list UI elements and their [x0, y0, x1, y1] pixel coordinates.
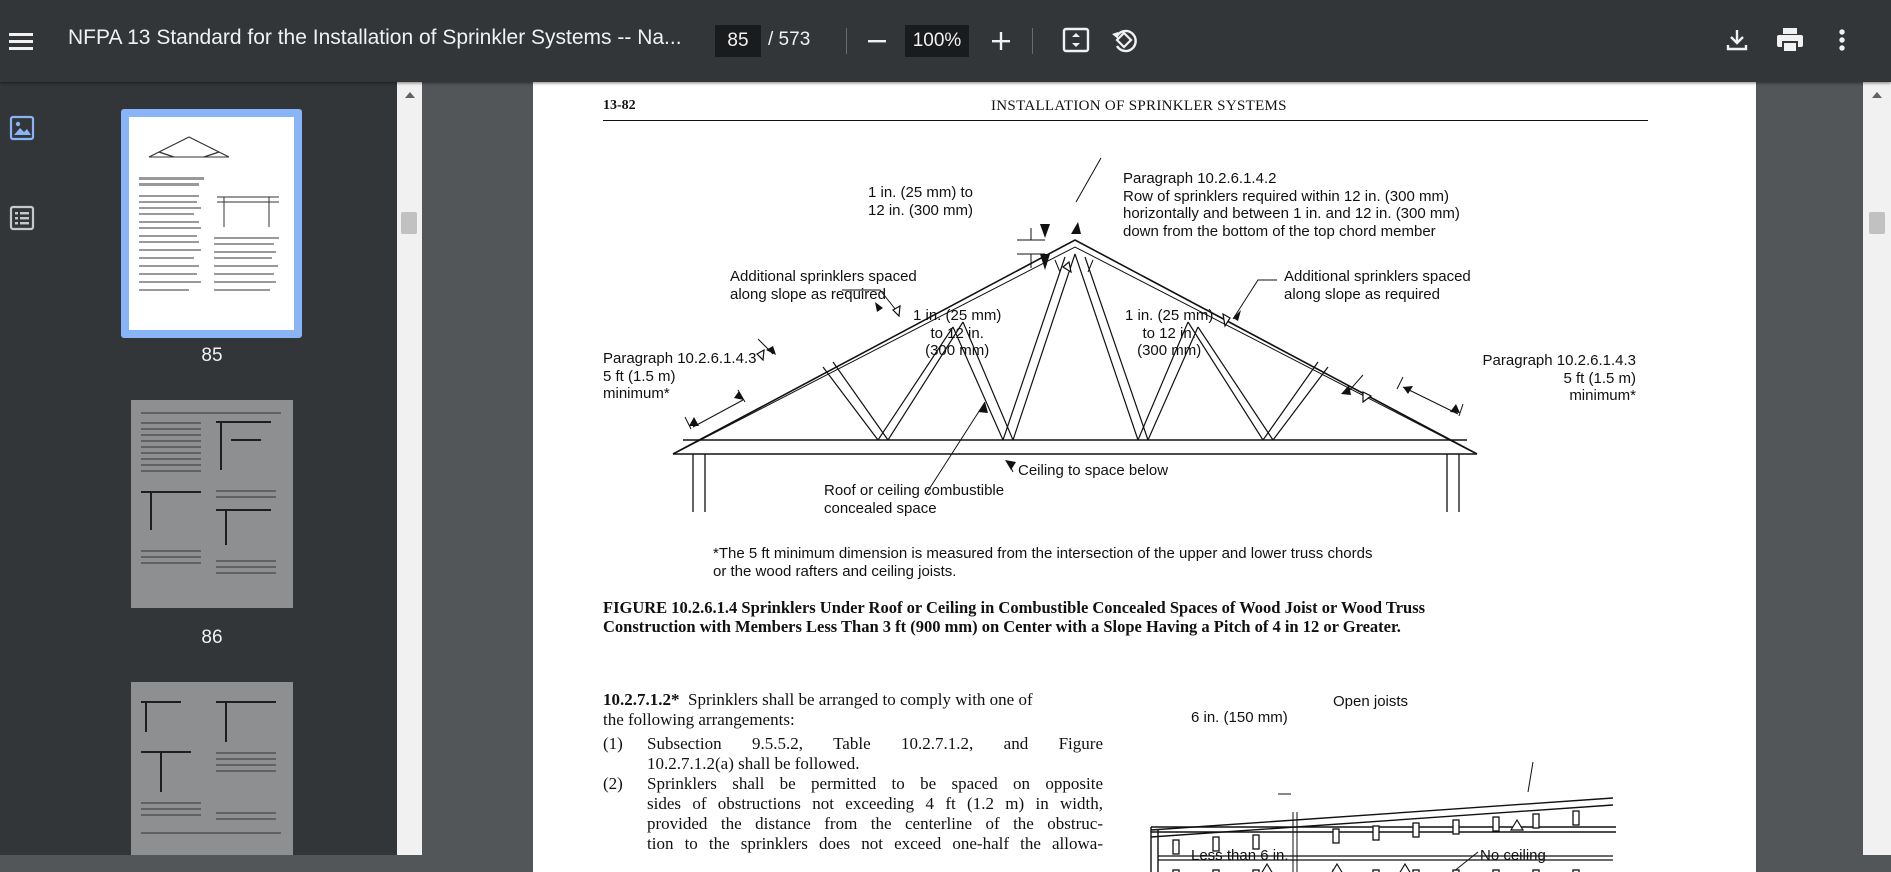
label-paragraph-10-2-6-1-4-3-right [1426, 352, 1636, 405]
label-line: minimum* [1569, 387, 1636, 404]
zoom-level-input[interactable] [905, 25, 969, 57]
thumbnail-page-87[interactable] [131, 682, 293, 855]
thumbnail-page-85[interactable] [121, 109, 302, 338]
label-line: Additional sprinklers spaced [730, 268, 917, 285]
thumbnails-icon[interactable] [8, 114, 36, 142]
label-line: to 12 in. [930, 324, 984, 342]
label-additional-sprinklers-right [1284, 268, 1471, 303]
viewer-scrollbar-right[interactable] [1863, 82, 1891, 855]
list-text [647, 734, 1103, 774]
label-line: (300 mm) [1137, 342, 1202, 359]
viewer-scrollbar-left[interactable] [397, 82, 422, 855]
label-clearance-top [868, 184, 973, 219]
list-number: (2) [603, 774, 623, 793]
zoom-out-icon[interactable] [862, 26, 892, 56]
label-line: concealed space [824, 499, 937, 517]
toolbar-divider [1032, 28, 1033, 54]
label-line: Paragraph 10.2.6.1.4.2 [1123, 170, 1277, 187]
list-line: provided the distance from the centerline of the obstruc- [647, 814, 1103, 833]
label-additional-sprinklers-left [730, 268, 917, 303]
thumbnail-sidebar [0, 82, 397, 855]
label-no-ceiling: No ceiling [1480, 847, 1546, 864]
page-total: / 573 [768, 29, 811, 50]
label-line: 12 in. (300 mm) [868, 201, 974, 219]
document-viewer [422, 82, 1863, 864]
label-ceiling: Ceiling to space below [1018, 462, 1169, 479]
section-number: 10.2.7.1.2* [603, 690, 680, 709]
label-open-joists: Open joists [1333, 693, 1409, 710]
caption-line: FIGURE 10.2.6.1.4 Sprinklers Under Roof or Ceiling in Combustible Concealed Spaces of Wood Joist or Wood Truss [603, 598, 1426, 617]
label-paragraph-10-2-6-1-4-3-left [603, 350, 756, 403]
label-line: 1 in. (25 mm) [913, 307, 1002, 324]
thumbnail-label: 86 [201, 627, 223, 648]
label-paragraph-10-2-6-1-4-2 [1123, 170, 1460, 240]
toolbar-divider [846, 28, 847, 54]
label-line: down from the bottom of the top chord member [1123, 222, 1436, 240]
scroll-up-arrow-icon[interactable] [404, 90, 416, 100]
list-line: tion to the sprinklers does not exceed one-half the allowa- [647, 834, 1103, 853]
menu-icon[interactable] [6, 26, 36, 56]
label-line: Roof or ceiling combustible [824, 482, 1005, 499]
page-number-header: 13-82 [603, 98, 636, 113]
list-line: 10.2.7.1.2(a) shall be followed. [647, 754, 860, 773]
list-item [603, 774, 1103, 854]
label-line: Row of sprinklers required within 12 in. (300 mm) [1123, 187, 1449, 205]
page-number-input[interactable] [715, 25, 761, 57]
scrollbar-thumb[interactable] [1869, 212, 1885, 234]
caption-line: Construction with Members Less Than 3 ft (900 mm) on Center with a Slope Having a Pitch of 4 in 12 or Greater. [603, 617, 1401, 636]
thumbnail-image [129, 117, 294, 330]
figure-footnote [713, 545, 1372, 580]
label-inner-dimension-left [913, 307, 1001, 360]
label-line: Additional sprinklers spaced [1284, 268, 1471, 285]
rotate-icon[interactable] [1108, 24, 1140, 56]
list-text [647, 774, 1103, 854]
label-line: along slope as required [730, 285, 886, 303]
label-line: Paragraph 10.2.6.1.4.3 [603, 350, 757, 367]
section-intro: Sprinklers shall be arranged to comply with one of [688, 690, 1033, 709]
list-line: sides of obstructions not exceeding 4 ft (1.2 m) in width, [647, 794, 1103, 813]
thumbnail-page-86[interactable] [131, 400, 293, 608]
zoom-in-icon[interactable] [986, 26, 1016, 56]
label-line: 1 in. (25 mm) to [868, 184, 974, 201]
section-10-2-7-1-2 [603, 690, 1103, 854]
label-line: Paragraph 10.2.6.1.4.3 [1482, 352, 1636, 369]
document-title: NFPA 13 Standard for the Installation of Sprinkler Systems -- Na... [68, 26, 682, 49]
label-line: along slope as required [1284, 285, 1440, 303]
label-less-than-six-inch: Less than 6 in. [1191, 847, 1289, 864]
running-header: INSTALLATION OF SPRINKLER SYSTEMS [991, 98, 1287, 114]
pdf-page [533, 82, 1756, 872]
list-item [603, 734, 1103, 774]
label-line: 1 in. (25 mm) [1125, 307, 1214, 324]
label-line: 5 ft (1.5 m) [603, 367, 676, 385]
section-intro-continued: the following arrangements: [603, 710, 795, 729]
pdf-toolbar [0, 0, 1891, 82]
label-combustible-space [824, 482, 1004, 517]
label-line: minimum* [603, 385, 670, 402]
fit-page-icon[interactable] [1060, 24, 1092, 56]
list-number: (1) [603, 734, 623, 753]
figure-caption [603, 598, 1643, 636]
list-line: Sprinklers shall be permitted to be spaced on opposite [647, 774, 1103, 793]
print-icon[interactable] [1774, 25, 1806, 55]
more-vert-icon[interactable] [1830, 25, 1854, 55]
scroll-up-arrow-icon[interactable] [1871, 90, 1883, 100]
scrollbar-thumb[interactable] [401, 212, 417, 234]
list-line: Subsection 9.5.5.2, Table 10.2.7.1.2, and Figure [647, 734, 1103, 753]
label-line: horizontally and between 1 in. and 12 in. (300 mm) [1123, 205, 1460, 222]
download-icon[interactable] [1722, 25, 1752, 55]
outline-icon[interactable] [8, 204, 36, 232]
label-inner-dimension-right [1125, 307, 1213, 360]
label-line: *The 5 ft minimum dimension is measured from the intersection of the upper and lower truss chords [713, 545, 1373, 562]
thumbnail-label: 85 [201, 345, 223, 366]
label-line: or the wood rafters and ceiling joists. [713, 562, 957, 580]
label-six-inch: 6 in. (150 mm) [1191, 709, 1288, 726]
label-line: (300 mm) [925, 342, 990, 359]
label-line: to 12 in. [1142, 324, 1196, 342]
section-heading-line [603, 690, 1103, 710]
label-line: 5 ft (1.5 m) [1563, 369, 1636, 387]
